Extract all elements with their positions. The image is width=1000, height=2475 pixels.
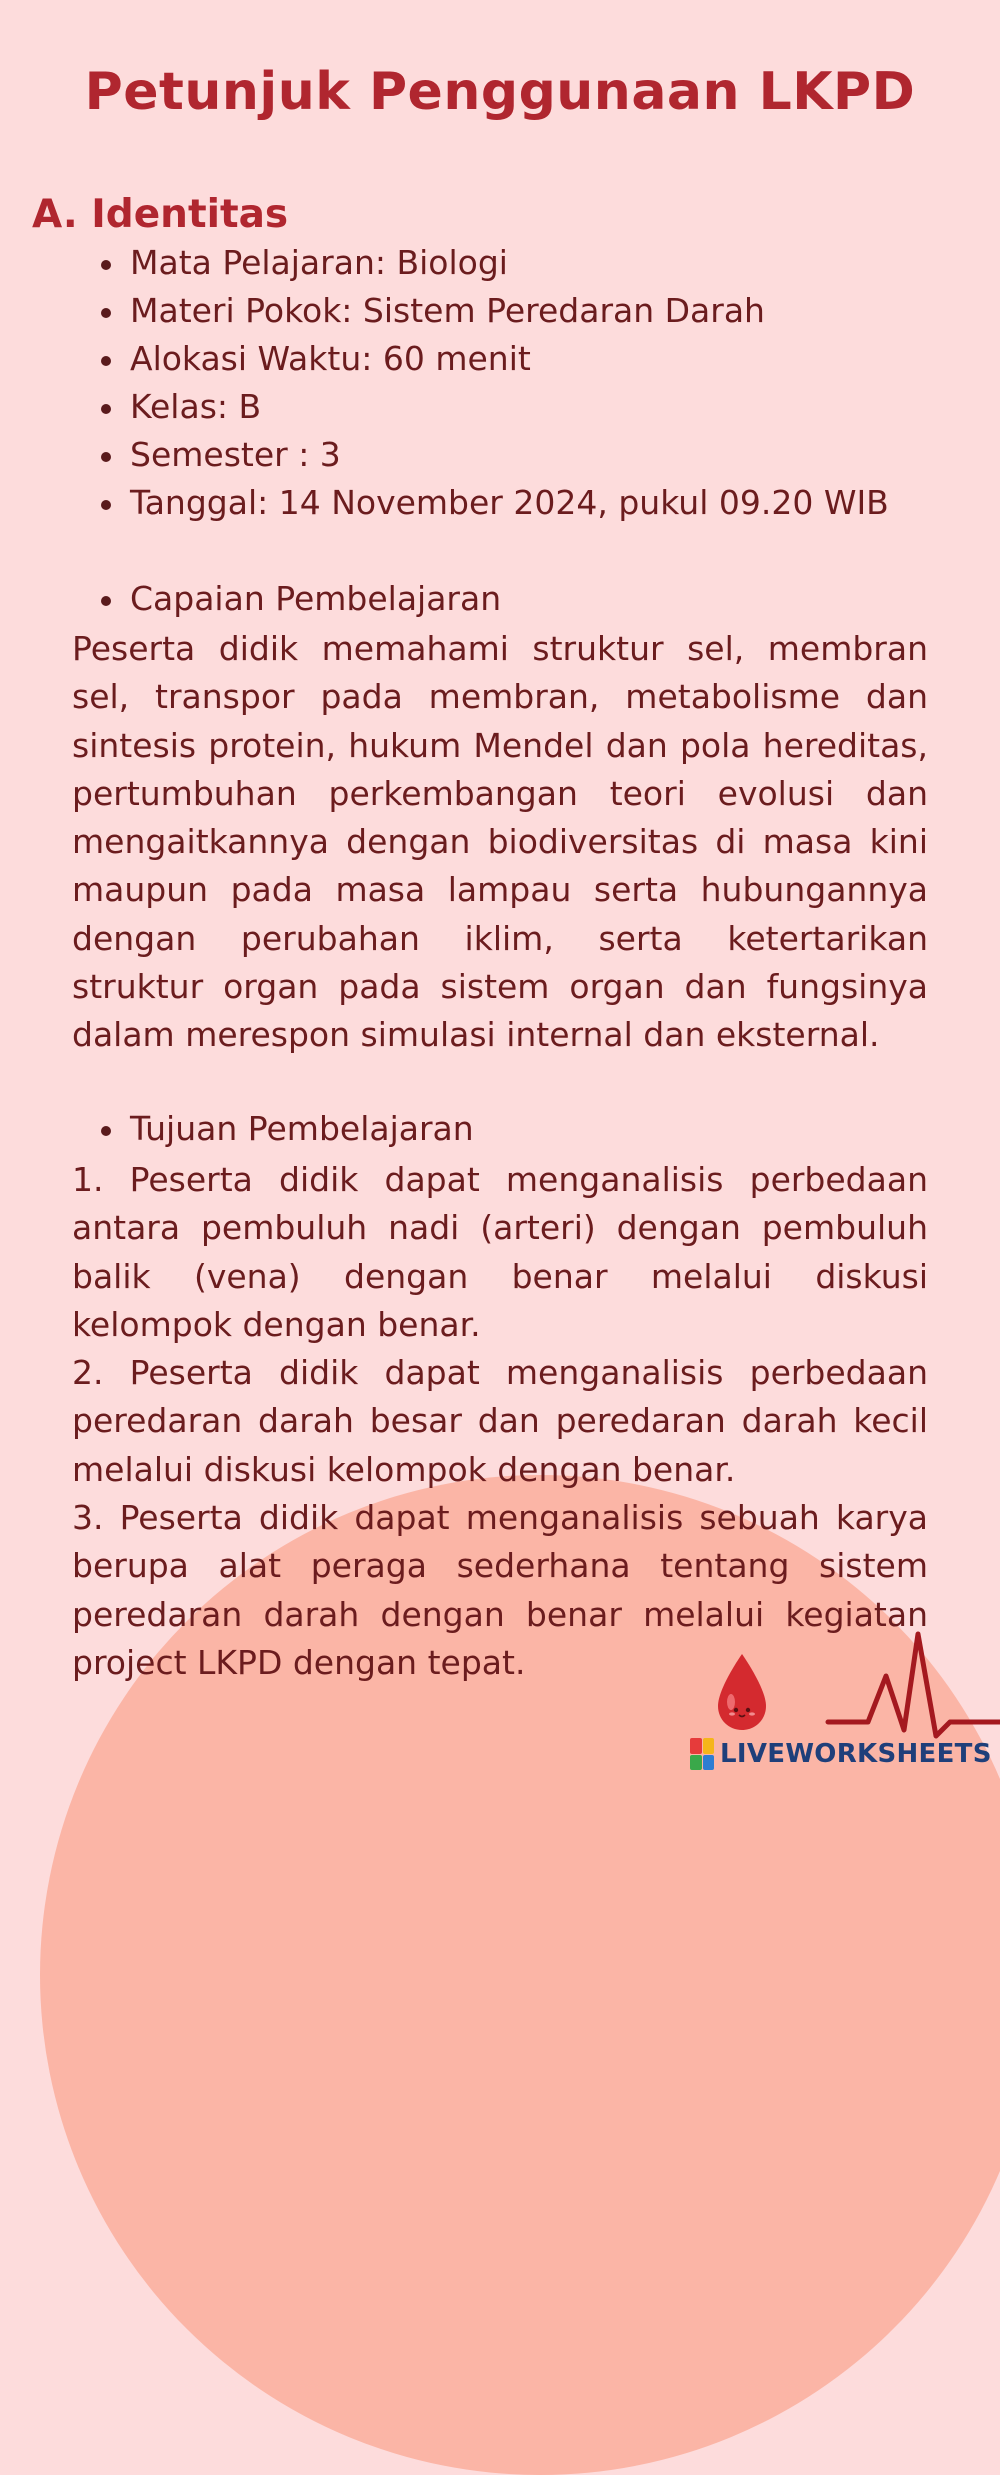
identity-item-date: Tanggal: 14 November 2024, pukul 09.20 WIB xyxy=(130,479,889,527)
tujuan-items-list xyxy=(72,1156,928,1687)
section-identitas-heading: A. Identitas xyxy=(32,192,289,237)
identity-item-class: Kelas: B xyxy=(130,383,889,431)
identity-item-topic: Materi Pokok: Sistem Peredaran Darah xyxy=(130,287,889,335)
capaian-bullet xyxy=(130,575,501,623)
liveworksheets-mark-icon xyxy=(690,1738,714,1770)
identity-list xyxy=(130,239,889,527)
page-title: Petunjuk Penggunaan LKPD xyxy=(84,62,916,122)
tujuan-label: Tujuan Pembelajaran xyxy=(130,1105,474,1153)
blood-drop-icon xyxy=(712,1652,772,1732)
tujuan-item-3: 3. Peserta didik dapat menganalisis sebuah karya berupa alat peraga sederhana tentang sistem peredaran darah dengan benar melalui kegiatan project LKPD dengan tepat. xyxy=(72,1498,928,1682)
identity-item-time: Alokasi Waktu: 60 menit xyxy=(130,335,889,383)
liveworksheets-logo xyxy=(690,1736,992,1772)
capaian-label: Capaian Pembelajaran xyxy=(130,575,501,623)
tujuan-item-1: 1. Peserta didik dapat menganalisis perbedaan antara pembuluh nadi (arteri) dengan pembuluh balik (vena) dengan benar melalui diskusi kelompok dengan benar. xyxy=(72,1160,928,1344)
tujuan-item-2: 2. Peserta didik dapat menganalisis perbedaan peredaran darah besar dan peredaran darah kecil melalui diskusi kelompok dengan benar. xyxy=(72,1353,928,1489)
capaian-paragraph: Peserta didik memahami struktur sel, membran sel, transpor pada membran, metabolisme dan sintesis protein, hukum Mendel dan pola hereditas, pertumbuhan perkembangan teori evolusi dan mengaitkannya dengan biodiversitas di masa kini maupun pada masa lampau serta hubungannya dengan perubahan iklim, serta ketertarikan struktur organ pada sistem organ dan fungsinya dalam merespon simulasi internal dan eksternal. xyxy=(72,629,928,1055)
heartbeat-line-icon xyxy=(824,1620,1000,1750)
identity-item-semester: Semester : 3 xyxy=(130,431,889,479)
liveworksheets-logo-text: LIVEWORKSHEETS xyxy=(720,1739,992,1769)
tujuan-bullet xyxy=(130,1105,474,1153)
identity-item-subject: Mata Pelajaran: Biologi xyxy=(130,239,889,287)
